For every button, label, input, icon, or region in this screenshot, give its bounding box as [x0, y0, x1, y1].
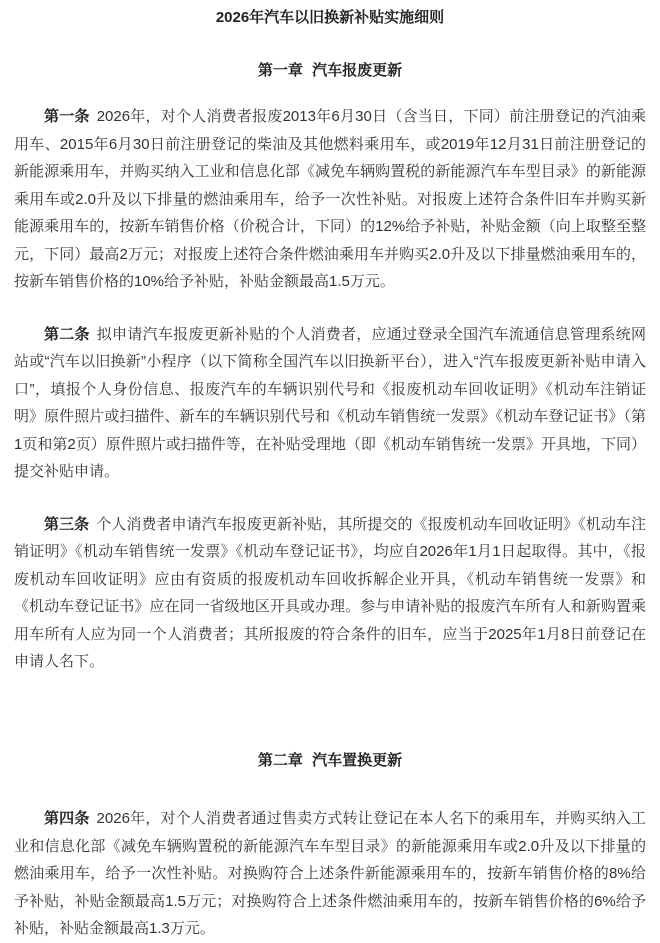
article-1: [14, 103, 646, 296]
article-3-label: 第三条: [44, 515, 90, 533]
article-2-text: 拟申请汽车报废更新补贴的个人消费者，应通过登录全国汽车流通信息管理系统网站或“汽车以旧换新”小程序（以下简称全国汽车以旧换新平台），进入“汽车报废更新补贴申请入口”，填报个人身份信息、报废汽车的车辆识别代号和《报废机动车回收证明》《机动车注销证明》原件照片或扫描件、新车的车辆识别代号和《机动车销售统一发票》《机动车登记证书》（第1页和第2页）原件照片或扫描件等，在补贴受理地（即《机动车销售统一发票》开具地，下同）提交补贴申请。: [14, 325, 646, 480]
article-2: [14, 321, 646, 486]
article-3-text: 个人消费者申请汽车报废更新补贴，其所提交的《报废机动车回收证明》《机动车注销证明》《机动车销售统一发票》《机动车登记证书》，均应自2026年1月1日起取得。其中，《报废机动车回收证明》应由有资质的报废机动车回收拆解企业开具，《机动车销售统一发票》和《机动车登记证书》应在同一省级地区开具或办理。参与申请补贴的报废汽车所有人和新购置乘用车所有人应为同一个人消费者；其所报废的符合条件的旧车，应当于2025年1月8日前登记在申请人名下。: [14, 515, 646, 670]
chapter-2-heading: 第二章 汽车置换更新: [257, 751, 403, 769]
article-4-text: 2026年，对个人消费者通过售卖方式转让登记在本人名下的乘用车，并购买纳入工业和信息化部《减免车辆购置税的新能源汽车车型目录》的新能源乘用车或2.0升及以下排量的燃油乘用车，给予一次性补贴。对换购符合上述条件新能源乘用车的，按新车销售价格的8%给予补贴，补贴金额最高1.5万元；对换购符合上述条件燃油乘用车的，按新车销售价格的6%给予补贴，补贴金额最高1.3万元。: [14, 810, 646, 937]
article-4: [14, 805, 646, 943]
chapter-1: [14, 57, 646, 676]
article-1-label: 第一条: [44, 108, 90, 125]
article-4-label: 第四条: [44, 810, 90, 827]
chapter-1-heading: 第一章 汽车报废更新: [257, 61, 403, 79]
article-1-text: 2026年，对个人消费者报废2013年6月30日（含当日，下同）前注册登记的汽油乘用车、2015年6月30日前注册登记的柴油及其他燃料乘用车，或2019年12月31日前注册登记的新能源乘用车，并购买纳入工业和信息化部《减免车辆购置税的新能源汽车车型目录》的新能源乘用车或2.0升及以下排量的燃油乘用车，给予一次性补贴。对报废上述符合条件旧车并购买新能源乘用车的，按新车销售价格（价税合计，下同）的12%给予补贴，补贴金额（向上取整至整元，下同）最高2万元；对报废上述符合条件燃油乘用车并购买2.0升及以下排量燃油乘用车的，按新车销售价格的10%给予补贴，补贴金额最高1.5万元。: [14, 108, 646, 290]
document-title: 2026年汽车以旧换新补贴实施细则: [215, 9, 445, 26]
chapter-2: [14, 747, 646, 943]
article-3: [14, 511, 646, 676]
article-2-label: 第二条: [44, 325, 90, 343]
